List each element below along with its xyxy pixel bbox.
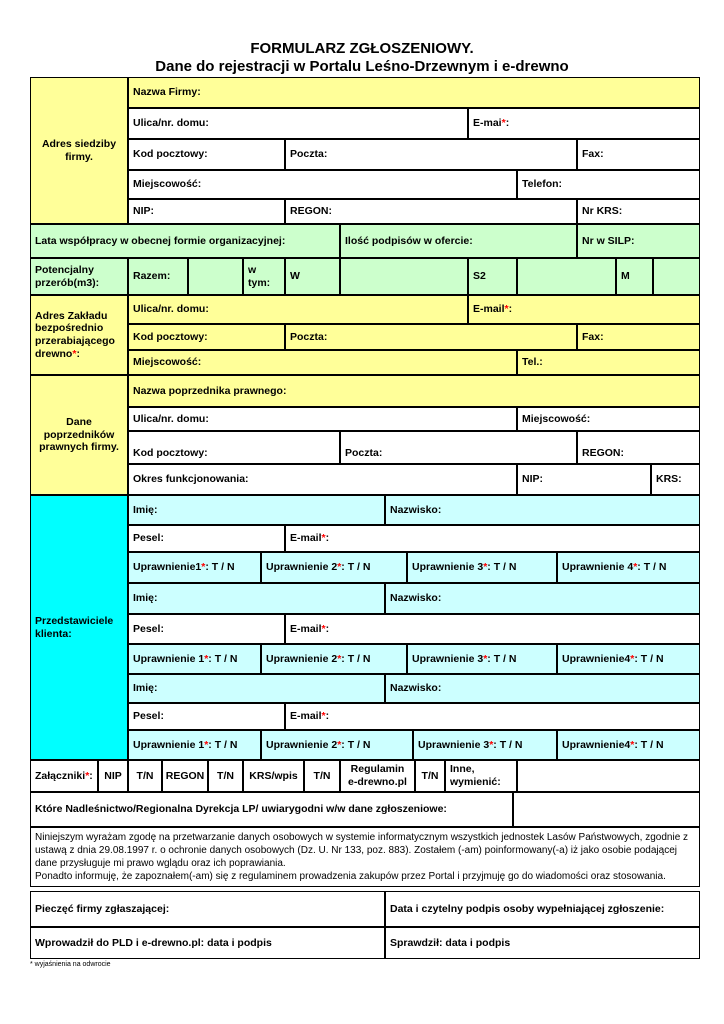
predecessor-nip-field[interactable]: NIP: <box>517 464 651 495</box>
predecessor-regon-field[interactable]: REGON: <box>577 431 700 464</box>
rep3-email-field[interactable]: E-mail * : <box>285 703 700 730</box>
rep1-permission-2[interactable]: Uprawnienie 2 * : T / N <box>261 552 407 583</box>
attachment-regon-label: REGON <box>162 760 208 792</box>
rep3-pesel-field[interactable]: Pesel: <box>128 703 285 730</box>
attachment-rules-toggle[interactable]: T/N <box>415 760 445 792</box>
processing-total-label: Razem: <box>128 258 188 295</box>
cooperation-years-field[interactable]: Lata współpracy w obecnej formie organizacyjnej: <box>30 224 340 258</box>
company-phone-field[interactable]: Telefon: <box>517 170 700 199</box>
processing-total-value[interactable] <box>188 258 243 295</box>
company-krs-field[interactable]: Nr KRS: <box>577 199 700 224</box>
processing-m-label: M <box>616 258 653 295</box>
rep2-permission-2[interactable]: Uprawnienie 2 * : T / N <box>261 644 407 674</box>
rep2-first-name-field[interactable]: Imię: <box>128 583 385 614</box>
rep1-permission-4[interactable]: Uprawnienie 4 * : T / N <box>557 552 700 583</box>
rep1-permission-1[interactable]: Uprawnienie1 * : T / N <box>128 552 261 583</box>
rep1-permission-3[interactable]: Uprawnienie 3 * : T / N <box>407 552 557 583</box>
section-company-address: Adres siedziby firmy. <box>30 77 128 224</box>
rep2-permission-1[interactable]: Uprawnienie 1 * : T / N <box>128 644 261 674</box>
attachment-other-label: Inne, wymienić: <box>445 760 517 792</box>
company-fax-field[interactable]: Fax: <box>577 139 700 170</box>
company-email-field[interactable]: E-mai * : <box>468 108 700 139</box>
rep1-pesel-field[interactable]: Pesel: <box>128 525 285 552</box>
section-predecessors: Dane poprzedników prawnych firmy. <box>30 375 128 495</box>
attachment-rules-label: Regulamin e-drewno.pl <box>340 760 415 792</box>
section-representatives: Przedstawiciele klienta: <box>30 495 128 760</box>
rep3-permission-2[interactable]: Uprawnienie 2 * : T / N <box>261 730 413 760</box>
processing-including-label: w tym: <box>243 258 285 295</box>
rep1-first-name-field[interactable]: Imię: <box>128 495 385 525</box>
plant-city-field[interactable]: Miejscowość: <box>128 350 517 375</box>
company-stamp-field[interactable]: Pieczęć firmy zgłaszającej: <box>30 891 385 927</box>
rep3-first-name-field[interactable]: Imię: <box>128 674 385 703</box>
checked-by-field[interactable]: Sprawdził: data i podpis <box>385 927 700 959</box>
plant-post-field[interactable]: Poczta: <box>285 324 577 350</box>
section-plant-address: Adres Zakładu bezpośrednio przerabiającego drewno*: <box>30 295 128 375</box>
rep3-last-name-field[interactable]: Nazwisko: <box>385 674 700 703</box>
form-title: FORMULARZ ZGŁOSZENIOWY. <box>250 40 474 57</box>
company-nip-field[interactable]: NIP: <box>128 199 285 224</box>
company-regon-field[interactable]: REGON: <box>285 199 577 224</box>
company-street-field[interactable]: Ulica/nr. domu: <box>128 108 468 139</box>
processing-potential-label: Potencjalny przerób(m3): <box>30 258 128 295</box>
predecessor-post-field[interactable]: Poczta: <box>340 431 577 464</box>
signatures-count-field[interactable]: Ilość podpisów w ofercie: <box>340 224 577 258</box>
form-subtitle: Dane do rejestracji w Portalu Leśno-Drzewnym i e-drewno <box>155 58 569 75</box>
plant-fax-field[interactable]: Fax: <box>577 324 700 350</box>
attachment-krs-label: KRS/wpis <box>243 760 304 792</box>
attachment-other-field[interactable] <box>517 760 700 792</box>
predecessor-street-field[interactable]: Ulica/nr. domu: <box>128 407 517 431</box>
attachment-nip-label: NIP <box>98 760 128 792</box>
district-label: Które Nadleśnictwo/Regionalna Dyrekcja LP/ uwiarygodni w/w dane zgłoszeniowe: <box>30 792 513 827</box>
rep1-email-field[interactable]: E-mail * : <box>285 525 700 552</box>
plant-postcode-field[interactable]: Kod pocztowy: <box>128 324 285 350</box>
predecessor-city-field[interactable]: Miejscowość: <box>517 407 700 431</box>
attachment-krs-toggle[interactable]: T/N <box>304 760 340 792</box>
silp-number-field[interactable]: Nr w SILP: <box>577 224 700 258</box>
processing-s2-value[interactable] <box>517 258 616 295</box>
processing-s2-label: S2 <box>468 258 517 295</box>
attachments-label: Załączniki * : <box>30 760 98 792</box>
attachment-regon-toggle[interactable]: T/N <box>208 760 243 792</box>
plant-email-field[interactable]: E-mail * : <box>468 295 700 324</box>
processing-w-value[interactable] <box>340 258 468 295</box>
plant-phone-field[interactable]: Tel.: <box>517 350 700 375</box>
predecessor-period-field[interactable]: Okres funkcjonowania: <box>128 464 517 495</box>
company-postcode-field[interactable]: Kod pocztowy: <box>128 139 285 170</box>
processing-m-value[interactable] <box>653 258 700 295</box>
rep2-last-name-field[interactable]: Nazwisko: <box>385 583 700 614</box>
predecessor-name-field[interactable]: Nazwa poprzednika prawnego: <box>128 375 700 407</box>
rep1-last-name-field[interactable]: Nazwisko: <box>385 495 700 525</box>
processing-w-label: W <box>285 258 340 295</box>
rep2-permission-4[interactable]: Uprawnienie4 * : T / N <box>557 644 700 674</box>
rep2-permission-3[interactable]: Uprawnienie 3 * : T / N <box>407 644 557 674</box>
company-city-field[interactable]: Miejscowość: <box>128 170 517 199</box>
district-field[interactable] <box>513 792 700 827</box>
consent-text: Niniejszym wyrażam zgodę na przetwarzanie danych osobowych w systemie informatycznym wszystkich jednostek Lasów Państwowych, zgodnie z ustawą z dnia 29.08.1997 r. o ochronie danych osobowych (Dz. U. Nr 133, poz. 883). Zostałem (-am) poinformowany(-a) iż jako osobie podającej dane przysługuje mi prawo wglądu oraz ich poprawiania. Ponadto informuję, że zapoznałem(-am) się z regulaminem prowadzenia zakupów przez Portal i przyjmuję go do wiadomości oraz stosowania. <box>30 827 700 887</box>
rep3-permission-1[interactable]: Uprawnienie 1 * : T / N <box>128 730 261 760</box>
rep2-email-field[interactable]: E-mail * : <box>285 614 700 644</box>
attachment-nip-toggle[interactable]: T/N <box>128 760 162 792</box>
plant-street-field[interactable]: Ulica/nr. domu: <box>128 295 468 324</box>
footnote: * wyjaśnienia na odwrocie <box>30 961 111 968</box>
rep3-permission-4[interactable]: Uprawnienie4 * : T / N <box>557 730 700 760</box>
entered-by-field[interactable]: Wprowadził do PLD i e-drewno.pl: data i podpis <box>30 927 385 959</box>
predecessor-krs-field[interactable]: KRS: <box>651 464 700 495</box>
company-post-field[interactable]: Poczta: <box>285 139 577 170</box>
rep2-pesel-field[interactable]: Pesel: <box>128 614 285 644</box>
predecessor-postcode-field[interactable]: Kod pocztowy: <box>128 431 340 464</box>
applicant-signature-field[interactable]: Data i czytelny podpis osoby wypełniającej zgłoszenie: <box>385 891 700 927</box>
company-name-field[interactable]: Nazwa Firmy: <box>128 77 700 108</box>
rep3-permission-3[interactable]: Uprawnienie 3 * : T / N <box>413 730 557 760</box>
